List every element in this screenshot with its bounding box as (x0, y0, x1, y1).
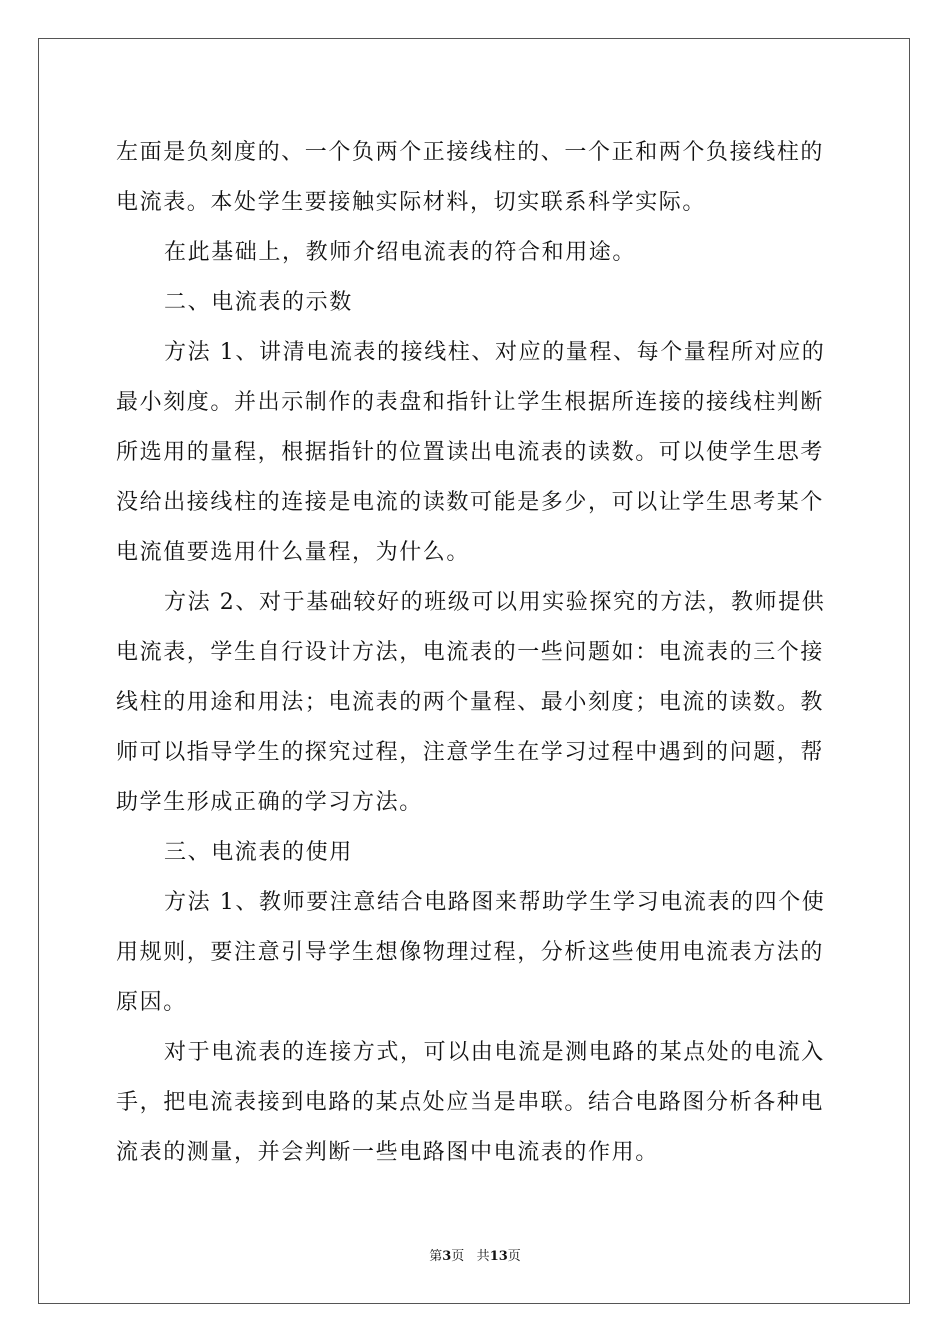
paragraph (116, 578, 836, 828)
paragraph (116, 228, 836, 278)
paragraph (116, 828, 836, 878)
footer-page-prefix: 第 (429, 1249, 443, 1264)
footer-total-prefix: 共 (476, 1249, 490, 1264)
paragraph (116, 278, 836, 328)
text-line: 在此基础上，教师介绍电流表的符合和用途。 (164, 240, 637, 265)
text-line: 师可以指导学生的探究过程，注意学生在学习过程中遇到的问题，帮 (116, 740, 825, 765)
text-line: 二、电流表的示数 (164, 290, 353, 315)
text-line: 三、电流表的使用 (164, 840, 353, 865)
text-line: 助学生形成正确的学习方法。 (116, 790, 423, 815)
text-line: 方法 2、对于基础较好的班级可以用实验探究的方法，教师提供 (164, 590, 826, 615)
paragraph (116, 878, 836, 1028)
text-line: 最小刻度。并出示制作的表盘和指针让学生根据所连接的接线柱判断 (116, 390, 825, 415)
footer-total-suffix: 页 (507, 1249, 521, 1264)
text-line: 线柱的用途和用法；电流表的两个量程、最小刻度；电流的读数。教 (116, 690, 825, 715)
footer-page-number: 3 (442, 1249, 452, 1264)
text-line: 原因。 (116, 990, 187, 1015)
footer-total-pages: 13 (489, 1249, 508, 1264)
text-line: 电流值要选用什么量程，为什么。 (116, 540, 471, 565)
text-line: 方法 1、教师要注意结合电路图来帮助学生学习电流表的四个使 (164, 890, 826, 915)
text-line: 电流表，学生自行设计方法，电流表的一些问题如：电流表的三个接 (116, 640, 825, 665)
document-body (116, 128, 836, 1178)
text-line: 电流表。本处学生要接触实际材料，切实联系科学实际。 (116, 190, 707, 215)
page-footer (0, 1248, 950, 1266)
text-line: 对于电流表的连接方式，可以由电流是测电路的某点处的电流入 (164, 1040, 825, 1065)
footer-page-suffix: 页 (451, 1249, 465, 1264)
text-line: 没给出接线柱的连接是电流的读数可能是多少，可以让学生思考某个 (116, 490, 825, 515)
text-line: 所选用的量程，根据指针的位置读出电流表的读数。可以使学生思考 (116, 440, 825, 465)
text-line: 左面是负刻度的、一个负两个正接线柱的、一个正和两个负接线柱的 (116, 140, 825, 165)
text-line: 流表的测量，并会判断一些电路图中电流表的作用。 (116, 1140, 659, 1165)
paragraph (116, 1028, 836, 1178)
text-line: 方法 1、讲清电流表的接线柱、对应的量程、每个量程所对应的 (164, 340, 826, 365)
paragraph (116, 328, 836, 578)
text-line: 用规则，要注意引导学生想像物理过程，分析这些使用电流表方法的 (116, 940, 825, 965)
text-line: 手，把电流表接到电路的某点处应当是串联。结合电路图分析各种电 (116, 1090, 825, 1115)
paragraph (116, 128, 836, 228)
